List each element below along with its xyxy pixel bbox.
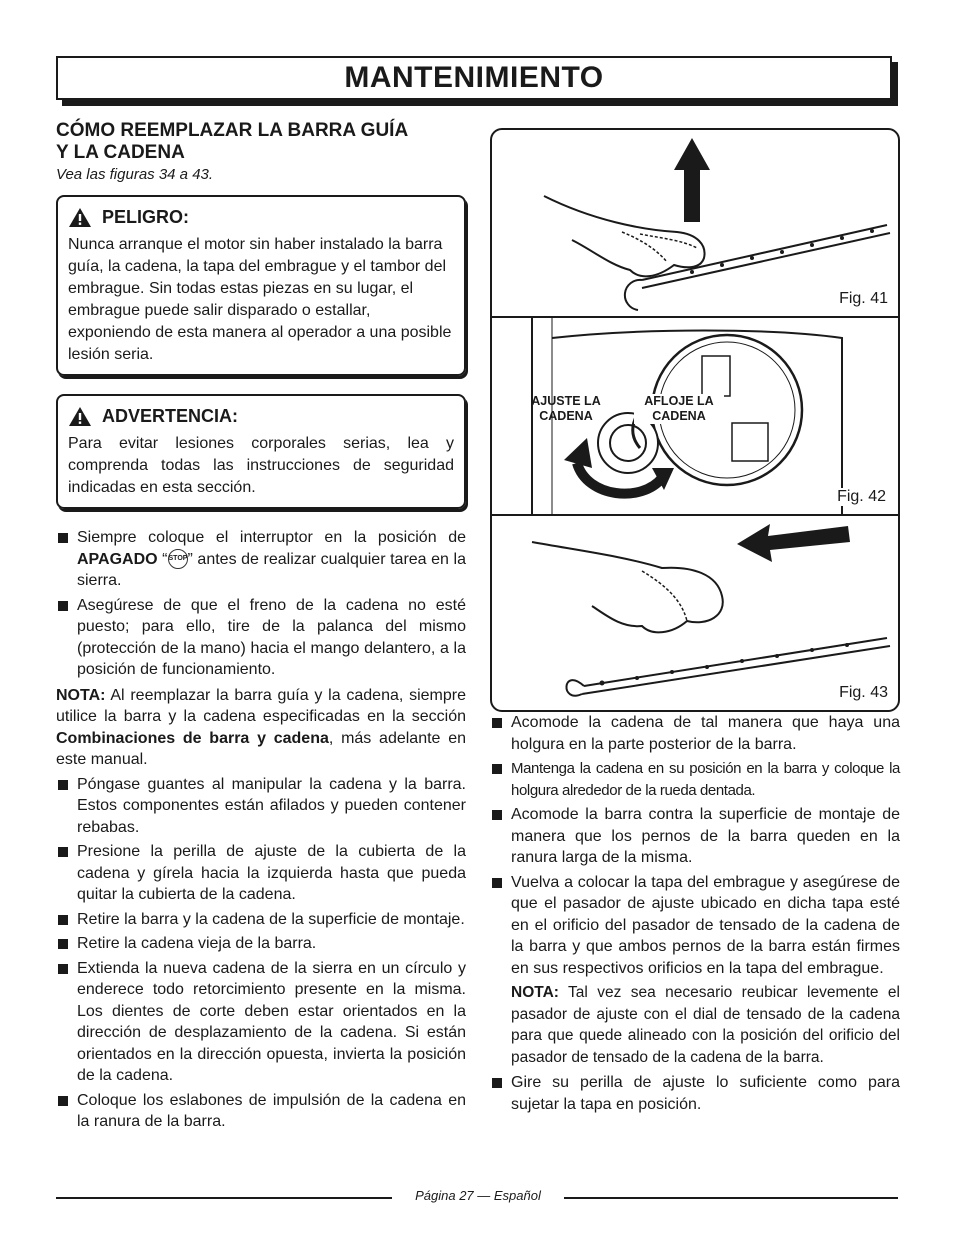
list-item: Retire la cadena vieja de la barra. <box>56 933 466 955</box>
note-bold-text: Combinaciones de barra y cadena <box>56 729 329 747</box>
right-bullet-list <box>490 712 900 979</box>
danger-box <box>56 195 466 376</box>
list-item: Acomode la cadena de tal manera que haya una holgura en la parte posterior de la barra. <box>490 712 900 755</box>
note-paragraph <box>56 685 466 771</box>
list-item: Coloque los eslabones de impulsión de la cadena en la ranura de la barra. <box>56 1090 466 1133</box>
bullet-text: Siempre coloque el interruptor en la posición de <box>77 529 466 546</box>
fig43-illustration <box>492 516 898 710</box>
page-title: MANTENIMIENTO <box>344 61 604 94</box>
warning-text: Para evitar lesiones corporales serias, lea y comprenda todas las instrucciones de seguridad indicadas en esta sección. <box>68 435 454 496</box>
tighten-chain-label <box>526 394 606 424</box>
loosen-line2: CADENA <box>652 409 706 423</box>
footer-rule-right <box>564 1197 898 1199</box>
loosen-chain-label <box>634 394 724 424</box>
off-position-label: APAGADO <box>77 550 158 568</box>
danger-heading <box>68 207 454 228</box>
fig42-label: Fig. 42 <box>837 488 886 505</box>
note-text: Tal vez sea necesario reubicar levemente el pasador de ajuste con el dial de tensado de la cadena para que quede alineado con la posición del orificio del pasador de tensado de la cadena de la barra. <box>511 984 900 1066</box>
list-item: Asegúrese de que el freno de la cadena no esté puesto; para ello, tire de la palanca del mismo (protección de la mano) hacia el mango delantero, a la posición de funcionamiento. <box>56 595 466 681</box>
section-subtitle: Vea las figuras 34 a 43. <box>56 166 214 183</box>
list-item: Mantenga la cadena en su posición en la barra y coloque la holgura alrededor de la rueda dentada. <box>490 758 900 801</box>
figure-41 <box>492 130 898 316</box>
right-note <box>490 982 900 1068</box>
warning-box <box>56 394 466 509</box>
warning-heading <box>68 406 454 427</box>
list-item: Retire la barra y la cadena de la superficie de montaje. <box>56 909 466 931</box>
tighten-line1: AJUSTE LA <box>531 394 601 408</box>
list-item: Extienda la nueva cadena de la sierra en un círculo y enderece todo retorcimiento presente en la misma. Los dientes de corte deben estar orientados en la dirección de desplazamiento de la cadena. Si están orientados en la dirección opuesta, invierta la posición de la cadena. <box>56 958 466 1087</box>
section-title-line2: Y LA CADENA <box>56 142 185 163</box>
fig43-label: Fig. 43 <box>839 684 888 701</box>
bullet-list-top <box>56 527 466 681</box>
section-title-line1: CÓMO REEMPLAZAR LA BARRA GUÍA <box>56 120 409 141</box>
section-title <box>56 120 466 164</box>
page-footer: Página 27 — Español <box>415 1188 541 1203</box>
note-text: Al reemplazar la barra guía y la cadena, siempre utilice la barra y la cadena especificadas en la sección <box>56 686 466 725</box>
right-bullet-list-last <box>490 1072 900 1115</box>
list-item: Acomode la barra contra la superficie de montaje de manera que los pernos de la barra queden en la ranura larga de la misma. <box>490 804 900 869</box>
note-text: , más adelante en este manual. <box>56 729 466 768</box>
tighten-line2: CADENA <box>539 409 593 423</box>
stop-icon: STOP <box>168 549 188 569</box>
quote-open: “ <box>157 550 168 568</box>
list-item: Vuelva a colocar la tapa del embrague y asegúrese de que el pasador de ajuste ubicado en dicha tapa esté en el orificio del pasador de tensado de la cadena de la barra y que ambos pernos de la barra están firmes en sus respectivos orificios en la tapa del embrague. <box>490 872 900 980</box>
note-label: NOTA: <box>511 984 559 1001</box>
left-column <box>56 120 466 1136</box>
right-column <box>490 128 900 1118</box>
list-item: Gire su perilla de ajuste lo suficiente como para sujetar la tapa en posición. <box>490 1072 900 1115</box>
warning-label: ADVERTENCIA: <box>102 406 239 426</box>
warning-triangle-icon <box>68 406 92 427</box>
danger-label: PELIGRO: <box>102 207 190 227</box>
list-item <box>56 527 466 592</box>
note-label: NOTA: <box>56 686 106 704</box>
bullet-text: ” antes de realizar cualquier tarea en la sierra. <box>77 550 466 589</box>
footer-rule-left <box>56 1197 392 1199</box>
fig41-illustration <box>492 130 898 316</box>
figures-frame <box>490 128 900 712</box>
figure-43 <box>492 516 898 710</box>
loosen-line1: AFLOJE LA <box>644 394 714 408</box>
warning-triangle-icon <box>68 207 92 228</box>
danger-text: Nunca arranque el motor sin haber instalado la barra guía, la cadena, la tapa del embrague y el tambor del embrague. Sin todas estas piezas en su lugar, el embrague puede salir disparado o estallar, exponiendo de esta manera al operador a una posible lesión seria. <box>68 236 452 363</box>
bullet-list-bottom <box>56 774 466 1133</box>
list-item: Póngase guantes al manipular la cadena y la barra. Estos componentes están afilados y pueden contener rebabas. <box>56 774 466 839</box>
page-header <box>56 56 892 100</box>
figure-42 <box>492 318 898 514</box>
list-item: Presione la perilla de ajuste de la cubierta de la cadena y gírela hacia la izquierda hasta que pueda quitar la cubierta de la cadena. <box>56 841 466 906</box>
fig41-label: Fig. 41 <box>839 290 888 307</box>
